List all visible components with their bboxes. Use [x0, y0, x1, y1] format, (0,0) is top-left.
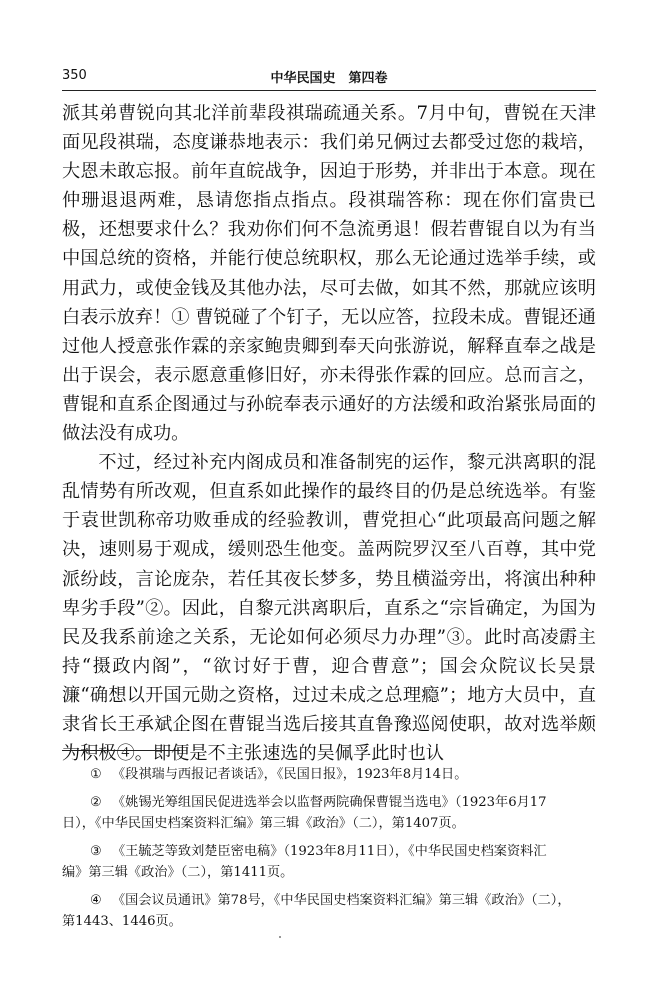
- footnote-text: 《姚锡光筹组国民促进选举会以监督两院确保曹锟当选电》（1923年6月17: [112, 794, 547, 810]
- footnote-first-line: [92, 764, 596, 786]
- footnote-first-line: [92, 890, 596, 912]
- footnote-first-line: [92, 792, 596, 814]
- paragraph: 不过，经过补充内阁成员和准备制宪的运作，黎元洪离职的混乱情势有所改观，但直系如此操作的最终目的仍是总统选举。有鉴于袁世凯称帝功败垂成的经验教训，曹党担心“此项最高问题之解决，速则易于观成，缓则恐生他变。盖两院罗汉至八百尊，其中党派纷歧，言论庞杂，若任其夜长梦多，势且横溢旁出，将演出种种卑劣手段”②。因此，自黎元洪离职后，直系之“宗旨确定，为国为民及我系前途之关系，无论如何必须尽力办理”③。此时高凌霨主持“摄政内阁”，“欲讨好于曹，迎合曹意”；国会众院议长吴景濂“确想以开国元勋之资格，过过未成之总理瘾”；地方大员中，直隶省长王承斌企图在曹锟当选后接其直鲁豫巡阅使职，故对选举颇为积极④。即便是不主张速选的吴佩孚此时也认: [62, 452, 596, 765]
- footnote-first-line: [92, 841, 596, 863]
- footnote-marker: ④: [90, 892, 102, 908]
- footnotes: [62, 764, 596, 939]
- body-text: [62, 99, 596, 768]
- footnote-text: 《段祺瑞与西报记者谈话》，《民国日报》，1923年8月14日。: [112, 767, 468, 782]
- footnote-continuation: 日），《中华民国史档案资料汇编》第三辑《政治》（二），第1407页。: [62, 816, 465, 831]
- page-number: 350: [62, 68, 87, 83]
- footnote-text: 《国会议员通讯》第78号，《中华民国史档案资料汇编》第三辑《政治》（二），: [112, 892, 571, 908]
- page-header: [62, 66, 596, 91]
- footnote-1: [62, 764, 596, 786]
- paragraph: 派其弟曹锐向其北洋前辈段祺瑞疏通关系。7月中旬，曹锐在天津面见段祺瑞，态度谦恭地表示：我们弟兄俩过去都受过您的栽培，大恩未敢忘报。前年直皖战争，因迫于形势，并非出于本意。现在仲珊退退两难，恳请您指点指点。段祺瑞答称：现在你们富贵已极，还想要求什么？我劝你们何不急流勇退！假若曹锟自以为有当中国总统的资格，并能行使总统职权，那么无论通过选举手续，或用武力，或使金钱及其他办法，尽可去做，如其不然，那就应该明白表示放弃！① 曹锐碰了个钉子，无以应答，拉段未成。曹锟还通过他人授意张作霖的亲家鲍贵卿到奉天向张游说，解释直奉之战是出于误会，表示愿意重修旧好，亦未得张作霖的回应。总而言之，曹锟和直系企图通过与孙皖奉表示通好的方法缓和政治紧张局面的做法没有成功。: [62, 103, 596, 445]
- footnote-text: 《王毓芝等致刘楚臣密电稿》（1923年8月11日），《中华民国史档案资料汇: [112, 843, 547, 859]
- running-title: 中华民国史 第四卷: [270, 71, 388, 86]
- scan-speck: [279, 936, 281, 938]
- footnote-2: [62, 792, 596, 835]
- footnote-marker: ②: [90, 794, 102, 810]
- footnote-marker: ①: [90, 767, 102, 782]
- footnote-separator: [62, 750, 180, 751]
- footnote-3: [62, 841, 596, 884]
- footnote-4: [62, 890, 596, 933]
- footnote-marker: ③: [90, 843, 102, 859]
- footnote-continuation: 第1443、1446页。: [62, 914, 182, 929]
- footnote-continuation: 编》第三辑《政治》（二），第1411页。: [62, 865, 294, 880]
